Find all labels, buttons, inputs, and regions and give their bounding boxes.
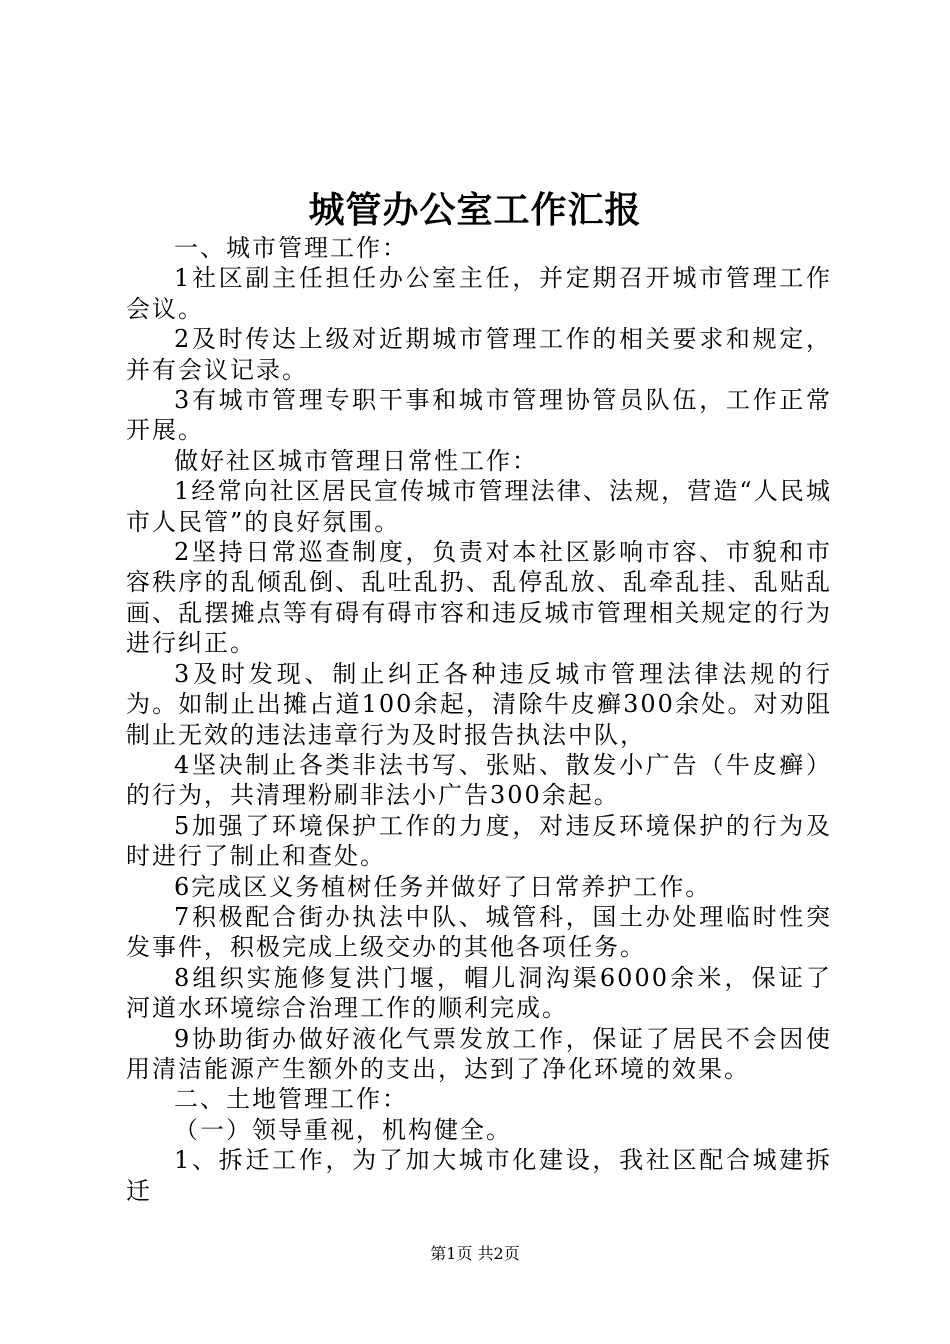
paragraph: 7积极配合街办执法中队、城管科，国土办处理临时性突发事件，积极完成上级交办的其他各项任务。 [126,902,832,962]
paragraph: 1社区副主任担任办公室主任，并定期召开城市管理工作会议。 [126,264,832,323]
paragraph: 1经常向社区居民宣传城市管理法律、法规，营造“人民城市人民管”的良好氛围。 [126,477,832,536]
paragraph: 4坚决制止各类非法书写、张贴、散发小广告（牛皮癣）的行为，共清理粉刷非法小广告300余起。 [126,750,832,810]
paragraph: 做好社区城市管理日常性工作： [174,446,538,475]
paragraph: 6完成区义务植树任务并做好了日常养护工作。 [174,872,712,901]
paragraph: 3有城市管理专职干事和城市管理协管员队伍，工作正常开展。 [126,386,832,445]
document-title: 城管办公室工作汇报 [308,189,642,231]
paragraph: 2及时传达上级对近期城市管理工作的相关要求和规定，并有会议记录。 [126,325,832,384]
paragraph: 3及时发现、制止纠正各种违反城市管理法律法规的行为。如制止出摊占道100余起，清除牛皮癣300余处。对劝阻制止无效的违法违章行为及时报告执法中队， [126,659,832,749]
document-body [126,233,832,1206]
paragraph: （一）领导重视，机构健全。 [174,1115,512,1144]
paragraph: 9协助街办做好液化气票发放工作，保证了居民不会因使用清洁能源产生额外的支出，达到了净化环境的效果。 [126,1024,832,1083]
page-footer: 第1页 共2页 [430,1244,520,1263]
paragraph: 二、土地管理工作： [174,1085,408,1114]
paragraph: 1、拆迁工作，为了加大城市化建设，我社区配合城建拆迁 [126,1146,832,1205]
paragraph: 2坚持日常巡查制度，负责对本社区影响市容、市貌和市容秩序的乱倾乱倒、乱吐乱扔、乱停乱放、乱牵乱挂、乱贴乱画、乱摆摊点等有碍有碍市容和违反城市管理相关规定的行为进行纠正。 [126,538,832,658]
paragraph: 5加强了环境保护工作的力度，对违反环境保护的行为及时进行了制止和查处。 [126,811,832,871]
paragraph: 8组织实施修复洪门堰，帽儿洞沟渠6000余米，保证了河道水环境综合治理工作的顺利完成。 [126,963,832,1023]
paragraph: 一、城市管理工作： [174,234,408,262]
